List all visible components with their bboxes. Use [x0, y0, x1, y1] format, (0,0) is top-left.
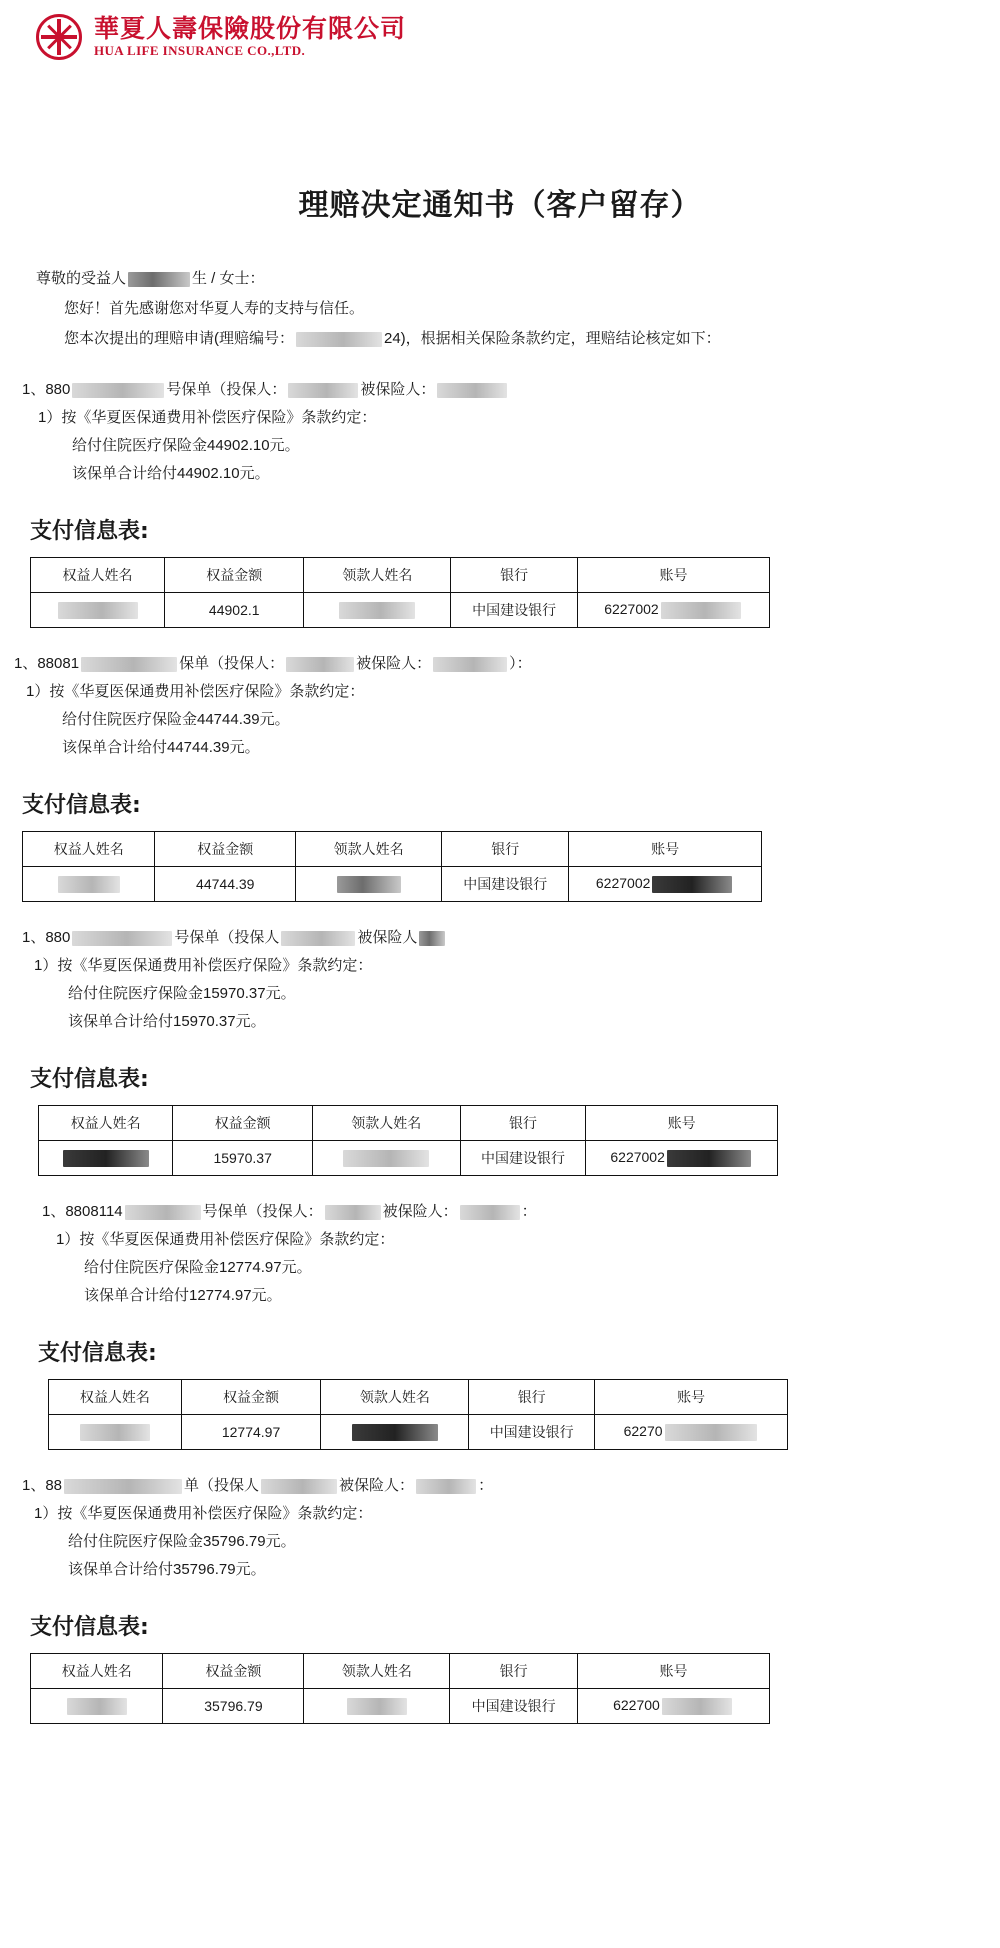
clause-line: 1）按《华夏医保通费用补偿医疗保险》条款约定：	[34, 1505, 373, 1522]
cell-beneficiary	[49, 1415, 182, 1450]
benefit-line: 给付住院医疗保险金15970.37元。	[68, 985, 296, 1002]
cell-amount: 44744.39	[155, 867, 296, 902]
redacted-policyholder	[261, 1479, 337, 1494]
cell-beneficiary	[39, 1141, 173, 1176]
cell-beneficiary	[31, 593, 165, 628]
policy-index: 1、	[42, 1203, 66, 1220]
col-beneficiary-name: 权益人姓名	[23, 832, 155, 867]
cell-beneficiary	[23, 867, 155, 902]
col-account: 账号	[577, 1654, 769, 1689]
benefit-line: 给付住院医疗保险金35796.79元。	[68, 1533, 296, 1550]
col-amount: 权益金额	[181, 1380, 321, 1415]
policy-section-1	[0, 376, 1000, 488]
insured-label: 被保险人：	[356, 655, 432, 672]
policy-line	[22, 924, 1000, 952]
col-beneficiary-name: 权益人姓名	[31, 1654, 163, 1689]
cell-account: 6227002	[586, 1141, 778, 1176]
pay-info-heading: 支付信息表:	[38, 1341, 157, 1366]
cell-beneficiary	[31, 1689, 163, 1724]
redacted-policyholder	[288, 383, 358, 398]
policy-number: 880	[45, 381, 71, 398]
redacted-policy-number	[64, 1479, 182, 1494]
policy-index: 1、	[22, 929, 46, 946]
redacted-insured	[460, 1205, 520, 1220]
pay-info-heading: 支付信息表:	[22, 793, 141, 818]
table-header-row	[31, 1654, 770, 1689]
col-bank: 银行	[450, 1654, 578, 1689]
company-name-block	[94, 16, 406, 58]
col-bank: 银行	[451, 558, 578, 593]
cell-payee	[321, 1415, 469, 1450]
redacted-policy-number	[72, 383, 164, 398]
cell-bank: 中国建设银行	[469, 1415, 595, 1450]
policy-number: 88	[45, 1477, 63, 1494]
policy-index: 1、	[22, 381, 46, 398]
table-header-row	[23, 832, 762, 867]
payment-table	[22, 831, 762, 902]
insured-label: 被保险人：	[360, 381, 436, 398]
cell-account: 6227002	[577, 593, 769, 628]
table-header-row	[39, 1106, 778, 1141]
policy-label: 号保单（投保人	[174, 929, 280, 946]
col-account: 账号	[577, 558, 769, 593]
col-amount: 权益金额	[165, 558, 304, 593]
policy-line	[22, 376, 1000, 404]
col-payee-name: 领款人姓名	[321, 1380, 469, 1415]
total-line: 该保单合计给付12774.97元。	[84, 1287, 282, 1304]
policy-number: 8808114	[65, 1203, 123, 1220]
salutation-line-1	[36, 264, 1000, 294]
table-row	[23, 867, 762, 902]
salutation-prefix: 尊敬的受益人	[36, 270, 127, 287]
clause-line: 1）按《华夏医保通费用补偿医疗保险》条款约定：	[34, 957, 373, 974]
col-amount: 权益金额	[163, 1654, 304, 1689]
policy-line: 1、88081 保单（投保人： 被保险人： ）：	[14, 655, 532, 672]
company-name-cn: 華夏人壽保險股份有限公司	[94, 14, 407, 44]
cell-account: 622700	[577, 1689, 769, 1724]
cell-amount: 15970.37	[173, 1141, 313, 1176]
col-payee-name: 领款人姓名	[296, 832, 442, 867]
insured-label: 被保险人：	[382, 1203, 458, 1220]
cell-payee	[304, 593, 451, 628]
redacted-policy-number	[125, 1205, 201, 1220]
col-account: 账号	[586, 1106, 778, 1141]
col-account: 账号	[569, 832, 762, 867]
insured-label: 被保险人	[357, 929, 418, 946]
payment-table	[38, 1105, 778, 1176]
page-title: 理赔决定通知书（客户留存）	[298, 188, 702, 223]
cell-amount: 35796.79	[163, 1689, 304, 1724]
policy-index: 1、	[22, 1477, 46, 1494]
cell-amount: 44902.1	[165, 593, 304, 628]
table-row	[31, 1689, 770, 1724]
total-line: 该保单合计给付44744.39元。	[62, 739, 260, 756]
table-header-row	[49, 1380, 788, 1415]
policy-index: 1、	[14, 655, 38, 672]
policy-line: 1、88 单（投保人 被保险人： ：	[22, 1477, 494, 1494]
policy-number: 880	[45, 929, 71, 946]
cell-account: 62270	[595, 1415, 788, 1450]
redacted-insured	[416, 1479, 476, 1494]
cell-bank: 中国建设银行	[460, 1141, 586, 1176]
redacted-policyholder	[281, 931, 355, 946]
payment-table	[48, 1379, 788, 1450]
redacted-insured	[419, 931, 445, 946]
policy-label: 号保单（投保人：	[166, 381, 287, 398]
col-bank: 银行	[469, 1380, 595, 1415]
col-amount: 权益金额	[173, 1106, 313, 1141]
cell-amount: 12774.97	[181, 1415, 321, 1450]
clause-line: 1）按《华夏医保通费用补偿医疗保险》条款约定：	[38, 409, 377, 426]
redacted-claim-number	[296, 332, 382, 347]
col-beneficiary-name: 权益人姓名	[39, 1106, 173, 1141]
pay-info-heading: 支付信息表:	[30, 519, 149, 544]
policy-section-2	[0, 650, 1000, 762]
cell-payee	[304, 1689, 450, 1724]
payment-table	[30, 557, 770, 628]
cell-bank: 中国建设银行	[451, 593, 578, 628]
cell-account: 6227002	[569, 867, 762, 902]
redacted-policyholder	[325, 1205, 381, 1220]
payment-table	[30, 1653, 770, 1724]
clause-line: 1）按《华夏医保通费用补偿医疗保险》条款约定：	[56, 1231, 395, 1248]
insured-label: 被保险人：	[339, 1477, 415, 1494]
pay-info-heading: 支付信息表:	[30, 1067, 149, 1092]
cell-bank: 中国建设银行	[442, 867, 569, 902]
pay-info-heading: 支付信息表:	[30, 1615, 149, 1640]
redacted-policy-number	[81, 657, 177, 672]
policy-section-4	[0, 1198, 1000, 1310]
col-bank: 银行	[442, 832, 569, 867]
cell-payee	[296, 867, 442, 902]
col-amount: 权益金额	[155, 832, 296, 867]
salutation-suffix: 生 / 女士：	[192, 270, 265, 287]
table-row	[31, 593, 770, 628]
policy-section-3	[0, 924, 1000, 1036]
total-line: 该保单合计给付44902.10元。	[72, 465, 270, 482]
benefit-line: 给付住院医疗保险金12774.97元。	[84, 1259, 312, 1276]
benefit-line: 给付住院医疗保险金44744.39元。	[62, 711, 290, 728]
claim-no-suffix: 24)，根据相关保险条款约定，理赔结论核定如下：	[384, 330, 721, 347]
col-payee-name: 领款人姓名	[304, 1654, 450, 1689]
red-cross-circle-logo-icon	[36, 14, 82, 60]
table-header-row	[31, 558, 770, 593]
letterhead	[0, 0, 1000, 60]
redacted-policy-number	[72, 931, 172, 946]
redacted-insured	[433, 657, 507, 672]
salutation-line-2: 您好！首先感谢您对华夏人寿的支持与信任。	[64, 300, 365, 317]
policy-label: 保单（投保人：	[179, 655, 285, 672]
redacted-insured	[437, 383, 507, 398]
policy-number: 88081	[37, 655, 80, 672]
cell-payee	[312, 1141, 460, 1176]
redacted-policyholder	[286, 657, 354, 672]
salutation-line-3	[64, 324, 1000, 354]
total-line: 该保单合计给付15970.37元。	[68, 1013, 266, 1030]
col-beneficiary-name: 权益人姓名	[31, 558, 165, 593]
col-bank: 银行	[460, 1106, 586, 1141]
col-payee-name: 领款人姓名	[304, 558, 451, 593]
company-name-en: HUA LIFE INSURANCE CO.,LTD.	[94, 43, 306, 59]
total-line: 该保单合计给付35796.79元。	[68, 1561, 266, 1578]
salutation-block	[36, 264, 1000, 354]
col-payee-name: 领款人姓名	[312, 1106, 460, 1141]
policy-label: 单（投保人	[184, 1477, 260, 1494]
policy-line: 1、8808114 号保单（投保人： 被保险人： ：	[42, 1203, 537, 1220]
cell-bank: 中国建设银行	[450, 1689, 578, 1724]
col-beneficiary-name: 权益人姓名	[49, 1380, 182, 1415]
table-row	[39, 1141, 778, 1176]
clause-line: 1）按《华夏医保通费用补偿医疗保险》条款约定：	[26, 683, 365, 700]
table-row	[49, 1415, 788, 1450]
col-account: 账号	[595, 1380, 788, 1415]
redacted-name	[128, 272, 190, 287]
claim-no-prefix: 您本次提出的理赔申请(理赔编号：	[64, 330, 294, 347]
benefit-line: 给付住院医疗保险金44902.10元。	[72, 437, 300, 454]
policy-label: 号保单（投保人：	[202, 1203, 323, 1220]
policy-section-5	[0, 1472, 1000, 1584]
